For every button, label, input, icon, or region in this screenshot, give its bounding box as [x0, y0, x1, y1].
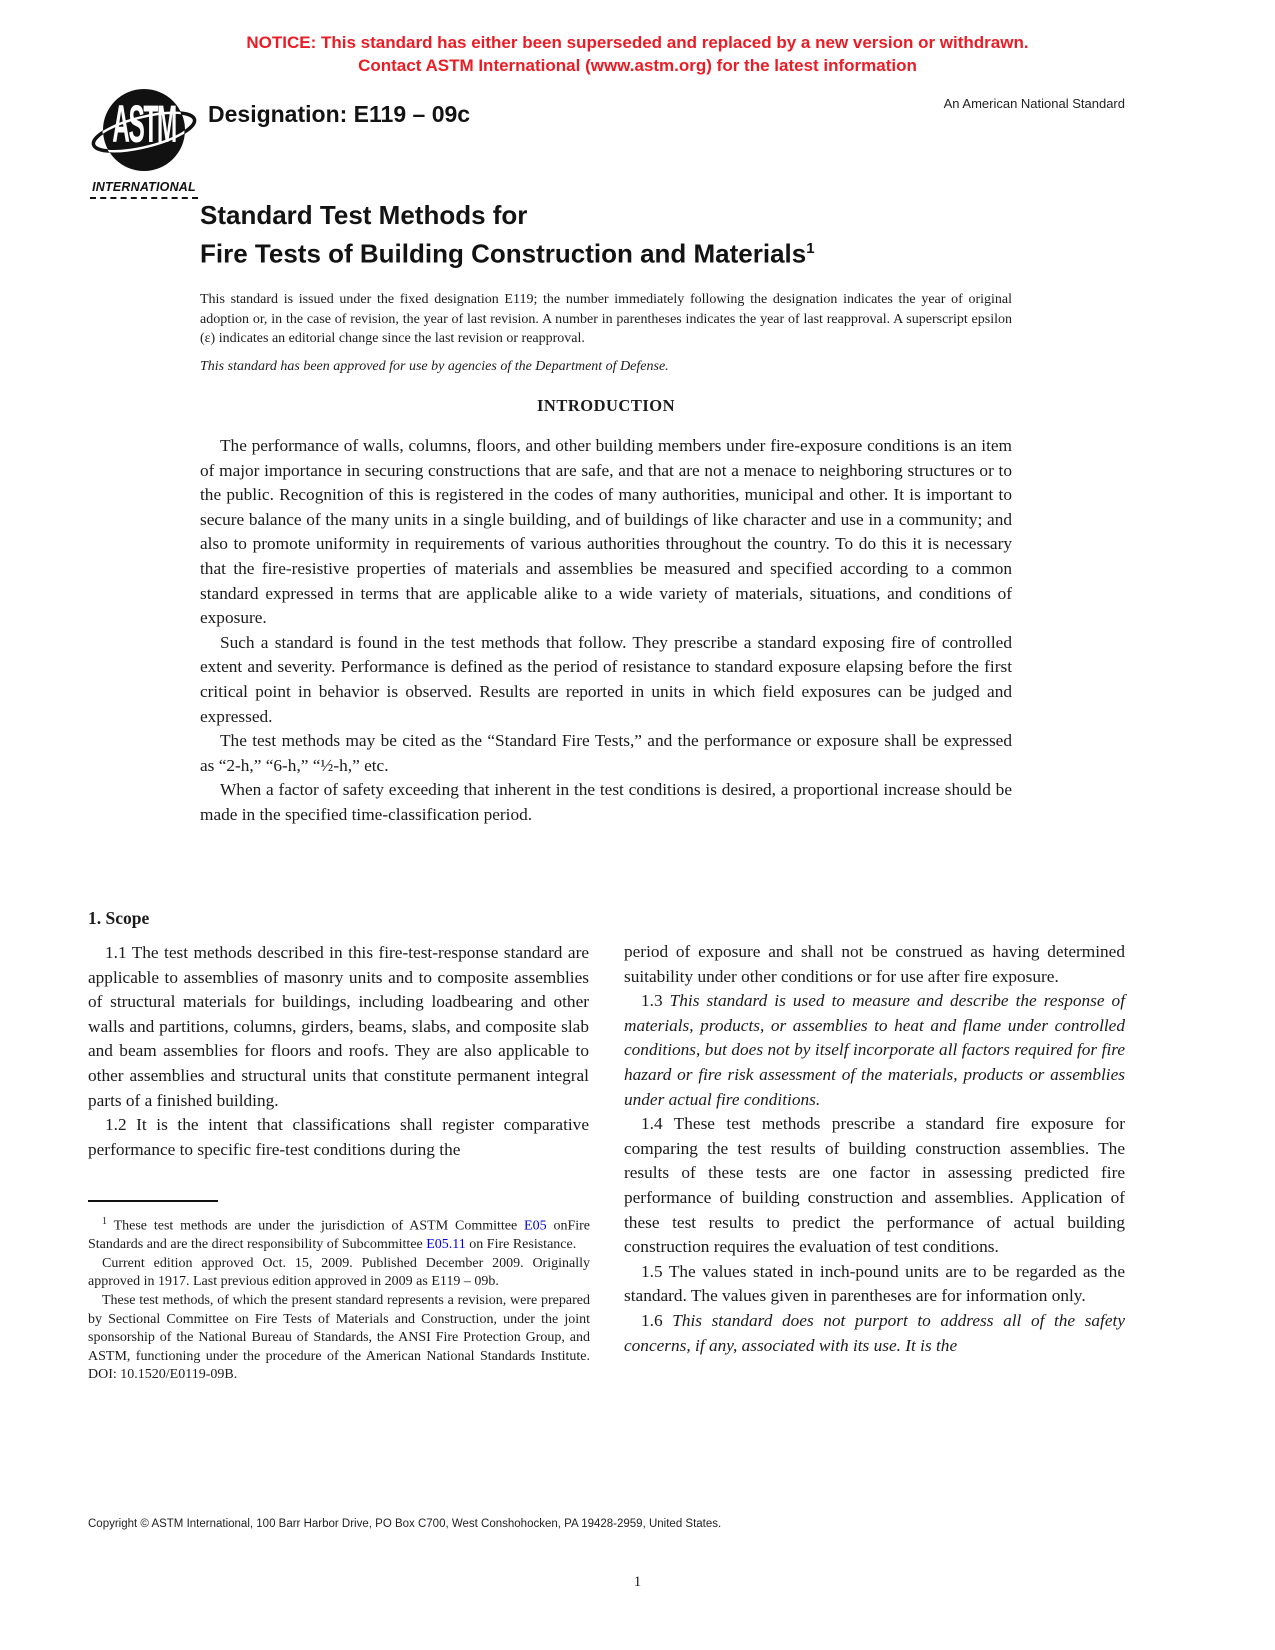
scope-clause-1-1: 1.1 The test methods described in this fire-test-response standard are applicable to assemblies of masonry units and to composite assemblies of structural materials for buildings, including loadbearing and other walls and partitions, columns, girders, beams, slabs, and composite slab and beam assemblies for floors and roofs. They are also applicable to other assemblies and structural units that constitute permanent integral parts of a finished building. — [88, 943, 589, 1110]
superseded-notice-line2: Contact ASTM International (www.astm.org) for the latest information — [358, 56, 917, 75]
scope-clause-1-5: 1.5 The values stated in inch-pound units are to be regarded as the standard. The values given in parentheses are for information only. — [624, 1261, 1125, 1306]
dod-approval-note: This standard has been approved for use by agencies of the Department of Defense. — [200, 359, 669, 374]
ansi-standard-note: An American National Standard — [943, 96, 1125, 111]
footnote-divider — [88, 1200, 218, 1202]
committee-e05-link[interactable]: E05 — [524, 1218, 547, 1234]
scope-clause-1-2: 1.2 It is the intent that classifications shall register comparative performance to specific fire-test conditions during the — [88, 1115, 589, 1159]
clause-text-italic: This standard does not purport to address all of the safety concerns, if any, associated with its use. It is the — [624, 1310, 1126, 1355]
superseded-notice — [0, 31, 1275, 77]
issuing-statement: This standard is issued under the fixed designation E119; the number immediately following the designation indicates the year of original adoption or, in the case of revision, the year of last revision. A number in parentheses indicates the year of last reapproval. A superscript epsilon (ε) indicates an editorial change since the last revision or reapproval. — [200, 292, 1012, 346]
footnote-block — [88, 1200, 590, 1385]
footnote-1-text: on Fire Resistance. — [465, 1237, 577, 1253]
document-title-line1: Standard Test Methods for — [200, 200, 528, 230]
designation: Designation: E119 – 09c — [208, 101, 471, 127]
clause-text-italic: This standard is used to measure and describe the response of materials, products, or assemblies to heat and flame under controlled conditions, but does not by itself incorporate all factors required for fire hazard or fire risk assessment of the materials, products or assemblies under actual fire conditions. — [624, 991, 1125, 1109]
page-number: 1 — [633, 1574, 642, 1590]
title-footnote-ref: 1 — [806, 240, 815, 257]
scope-clause-1-2-continuation: period of exposure and shall not be construed as having determined suitability under other conditions or for use after fire exposure. — [624, 942, 1125, 986]
astm-logo-mark — [91, 80, 197, 180]
right-column — [624, 908, 1125, 1358]
footnote-ref: 1 — [102, 1216, 107, 1227]
footnote-1 — [88, 1213, 590, 1255]
astm-logo-subtitle: INTERNATIONAL — [90, 180, 198, 199]
clause-number: 1.6 — [641, 1310, 673, 1330]
clause-number: 1.3 — [641, 991, 670, 1011]
intro-paragraph: The performance of walls, columns, floors, and other building members under fire-exposure conditions is an item of major importance in securing constructions that are safe, and that are not a menace to neighboring structures or to the public. Recognition of this is registered in the codes of many authorities, municipal and other. It is important to secure balance of the many units in a single building, and of buildings of like character and use in a community; and also to promote uniformity in requirements of various authorities throughout the country. To do this it is necessary that the fire-resistive properties of materials and assemblies be measured and specified according to a common standard expressed in terms that are applicable alike to a wide variety of materials, situations, and conditions of exposure. — [200, 436, 1012, 628]
subcommittee-e05-11-link[interactable]: E05.11 — [426, 1237, 466, 1253]
astm-logo — [90, 80, 198, 199]
introduction-body — [200, 434, 1012, 828]
scope-clause-1-3 — [624, 989, 1125, 1112]
astm-logo-letters: ASTM — [112, 94, 176, 154]
document-title-line2 — [200, 232, 815, 271]
introduction-heading: INTRODUCTION — [536, 396, 676, 415]
intro-paragraph: When a factor of safety exceeding that inherent in the test conditions is desired, a proportional increase should be made in the specified time-classification period. — [200, 780, 1012, 824]
scope-clause-1-6 — [624, 1309, 1125, 1358]
footnote-history: These test methods, of which the present standard represents a revision, were prepared by Sectional Committee on Fire Tests of Materials and Construction, under the joint sponsorship of the National Bureau of Standards, the ANSI Fire Protection Group, and ASTM, functioning under the procedure of the American National Standards Institute. DOI: 10.1520/E0119-09B. — [88, 1293, 590, 1383]
footnote-1-text: These test methods are under the jurisdiction of ASTM Committee — [107, 1218, 525, 1234]
footnote-edition: Current edition approved Oct. 15, 2009. Published December 2009. Originally approved in 1917. Last previous edition approved in 2009 as E119 – 09b. — [88, 1255, 590, 1290]
intro-paragraph: The test methods may be cited as the “Standard Fire Tests,” and the performance or exposure shall be expressed as “2-h,” “6-h,” “½-h,” etc. — [200, 731, 1012, 775]
intro-paragraph: Such a standard is found in the test methods that follow. They prescribe a standard exposing fire of controlled extent and severity. Performance is defined as the period of resistance to standard exposure elapsing before the first critical point in behavior is observed. Results are reported in units in which field exposures can be judged and expressed. — [200, 632, 1012, 726]
footnote-1-text: onFire Standards and are the direct responsibility of Subcommittee — [88, 1218, 590, 1253]
superseded-notice-line1: NOTICE: This standard has either been superseded and replaced by a new version or withdrawn. — [246, 33, 1029, 52]
document-title — [200, 198, 815, 271]
scope-clause-1-4: 1.4 These test methods prescribe a standard fire exposure for comparing the test results of building construction assemblies. The results of these tests are one factor in assessing predicted fire performance of building construction and assemblies. Application of these test results to predict the performance of actual building construction requires the evaluation of test conditions. — [624, 1114, 1125, 1257]
copyright-line: Copyright © ASTM International, 100 Barr Harbor Drive, PO Box C700, West Conshohocken, PA 19428-2959, United States. — [88, 1518, 722, 1530]
scope-heading: 1. Scope — [88, 908, 150, 928]
document-title-line2-text: Fire Tests of Building Construction and Materials — [200, 238, 807, 269]
